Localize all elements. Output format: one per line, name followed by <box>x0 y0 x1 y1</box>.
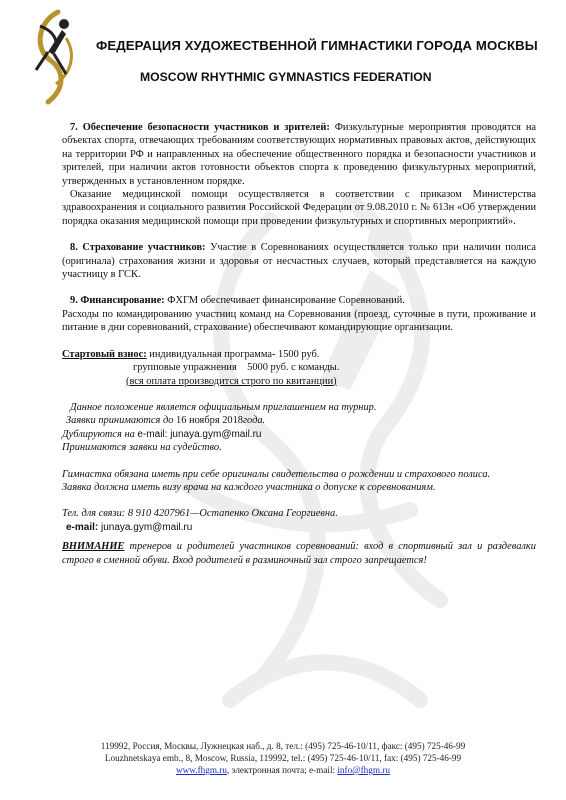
org-name-ru: ФЕДЕРАЦИЯ ХУДОЖЕСТВЕННОЙ ГИМНАСТИКИ ГОРОДА МОСКВЫ <box>96 38 538 53</box>
section-9-text: ФХГМ обеспечивает финансирование Соревнований. <box>164 295 405 307</box>
footer-site-link[interactable]: www.fhgm.ru <box>176 765 227 775</box>
requirements-block <box>62 468 536 495</box>
section-7-paragraph <box>62 121 536 188</box>
footer-email-link[interactable]: info@fhgm.ru <box>337 765 390 775</box>
invitation-line-3: Дублируются на e-mail: junaya.gym@mail.ru <box>62 428 262 440</box>
footer-address-en: Louzhnetskaya emb., 8, Moscow, Russia, 119992, tel.: (495) 725-46-10/11, fax: (495) 725-46-99 <box>104 753 462 763</box>
section-7-heading: 7. Обеспечение безопасности участников и зрителей: <box>70 122 330 133</box>
footer-web-line <box>60 764 506 776</box>
invitation-block <box>62 401 536 455</box>
section-8-heading: 8. Страхование участников: <box>70 242 206 254</box>
footer <box>60 740 506 776</box>
section-7-medical: Оказание медицинской помощи осуществляется в соответствии с приказом Министерства здравоохранения и социального развития Российской Федерации от 9.08.2010 г. № 613н «Об утверждении порядка оказания медицинской помощи при проведении физкультурных и спортивных мероприятий». <box>62 189 536 227</box>
deadline-date: 16 ноября 2018 <box>176 415 243 427</box>
requirements-line-1: Гимнастка обязана иметь при себе оригиналы свидетельства о рождении и страхового полиса. <box>62 468 491 480</box>
attention-text: тренеров и родителей участников соревнований: вход в спортивный зал и раздевалки строго в сменной обуви. Вход родителей в разминочный зал строго запрещается! <box>62 541 536 566</box>
section-9-heading: 9. Финансирование: <box>70 295 165 307</box>
fee-note: (вся оплата производится строго по квитанции) <box>126 375 337 387</box>
attention-label: ВНИМАНИЕ <box>62 541 125 553</box>
footer-address-ru: 119992, Россия, Москвы, Лужнецкая наб., д. 8, тел.: (495) 725-46-10/11, факс: (495) 725-46-99 <box>100 741 466 751</box>
contact-phone: Тел. для связи: 8 910 4207961—Остапенко Оксана Георгиевна. <box>62 508 338 520</box>
fee-individual-text: индивидуальная программа- 1500 руб. <box>146 348 320 360</box>
federation-logo <box>26 8 82 108</box>
document-body <box>62 121 536 567</box>
footer-email-label: , электронная почта; e-mail: <box>226 765 338 775</box>
invitation-line-1: Данное положение является официальным приглашением на турнир. <box>70 401 377 413</box>
section-9-paragraph <box>62 294 536 307</box>
contacts-block <box>62 507 536 534</box>
fee-individual <box>62 348 536 361</box>
section-7-text: Физкультурные мероприятия проводятся на объектах спорта, отвечающих требованиям соответствующих нормативных правовых актов, действующих на территории РФ и направленных на обеспечение общественного порядка и безопасности участников и зрителей, при наличии актов готовности объектов спорта к проведению физкультурных мероприятий, утвержденных в установленном порядке. <box>62 122 536 187</box>
contact-email-label: e-mail: <box>66 521 99 533</box>
attention-paragraph <box>62 540 536 567</box>
section-8-text: Участие в Соревнованиях осуществляется только при наличии полиса (оригинала) страхования жизни и здоровья от несчастных случаев, который представляется на каждую участницу в ГСК. <box>62 242 536 281</box>
fee-label: Стартовый взнос: <box>62 348 147 360</box>
invitation-line-2: Заявки принимаются до 16 ноября 2018года. <box>66 415 266 427</box>
section-9-expenses: Расходы по командированию участниц команд на Соревнования (проезд, суточные в пути, проживание и питание в дни соревнований, страхование) обеспечивают командирующие организации. <box>62 308 536 334</box>
invitation-line-4: Принимаются заявки на судейство. <box>62 442 222 454</box>
contact-email[interactable]: junaya.gym@mail.ru <box>98 521 193 533</box>
contact-email-line <box>62 521 536 534</box>
fee-group: групповые упражнения 5000 руб. с команды. <box>133 362 340 374</box>
entry-email[interactable]: e-mail: junaya.gym@mail.ru <box>137 428 262 440</box>
requirements-line-2: Заявка должна иметь визу врача на каждого участника о допуске к соревнованиям. <box>62 481 436 493</box>
org-name-en: MOSCOW RHYTHMIC GYMNASTICS FEDERATION <box>140 70 432 84</box>
section-8-paragraph <box>62 241 536 281</box>
